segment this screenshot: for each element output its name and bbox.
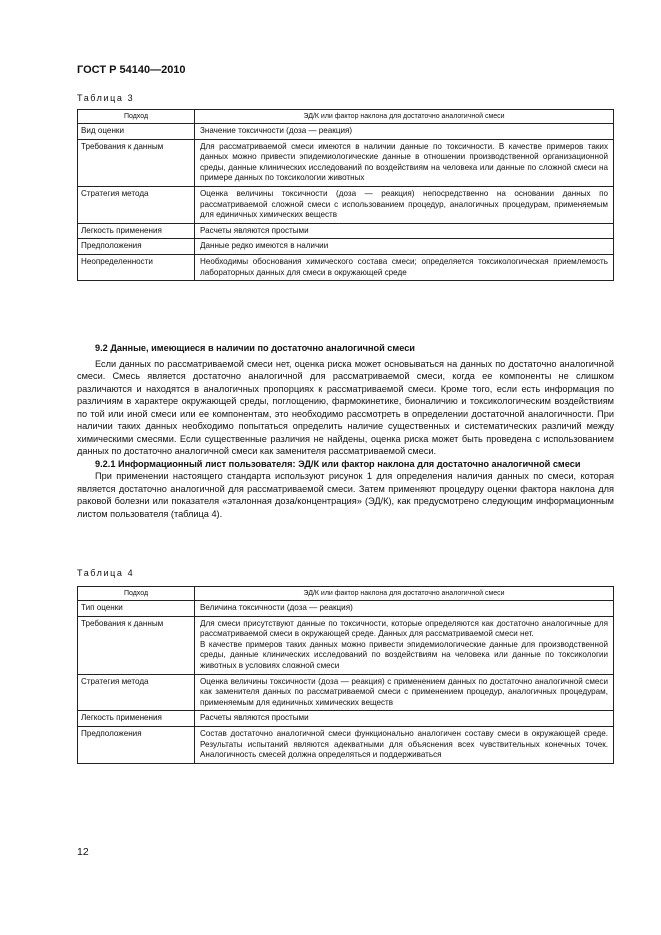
table3-col2-header: ЭД/К или фактор наклона для достаточно аналогичной смеси	[195, 110, 614, 124]
table4-col2-header: ЭД/К или фактор наклона для достаточно аналогичной смеси	[195, 587, 614, 601]
row-text: Оценка величины токсичности (доза — реакция) с применением данных по достаточно аналогичной смеси как заменителя данных по рассматриваемой смеси с применением процедур, аналогичных процедурам, применяемым для единичных химических веществ	[195, 674, 614, 711]
subsection-paragraph: При применении настоящего стандарта используют рисунок 1 для определения наличия данных по смеси, которая является достаточно аналогичной для рассматриваемой смеси. Затем применяют процедуру оценки фактора наклона для раковой болезни или показателя «эталонная доза/концентрация» (ЭД/К), как предусмотрено следующим информационным листом пользователя (таблица 4).	[77, 471, 614, 519]
row-label: Неопределенности	[78, 254, 195, 280]
row-label: Легкость применения	[78, 711, 195, 727]
row-text: Необходимы обоснования химического состава смеси; определяется токсикологическая приемлемость лабораторных данных для смеси в окружающей среде	[195, 254, 614, 280]
row-text: Для рассматриваемой смеси имеются в наличии данные по токсичности. В качестве примеров таких данных можно привести эпидемиологические данные в отношении производственной организационной среды, данные клинических исследований по воздействиям на человека или данные по сложной смеси на примере данных по токсикологии животных	[195, 139, 614, 186]
row-label: Требования к данным	[78, 139, 195, 186]
table4	[77, 586, 614, 764]
row-label: Требования к данным	[78, 616, 195, 674]
row-text: Значение токсичности (доза — реакция)	[195, 124, 614, 140]
table-row	[78, 139, 614, 186]
table3-col1-header: Подход	[78, 110, 195, 124]
table-row	[78, 124, 614, 140]
table-row	[78, 186, 614, 223]
row-label: Стратегия метода	[78, 674, 195, 711]
table-row	[78, 616, 614, 674]
row-label: Легкость применения	[78, 223, 195, 239]
row-text-continued: В качестве примеров таких данных можно привести эпидемиологические данные для производственной среды, данные клинических исследований по воздействиям на человека или данные по токсикологии животных в условиях сложной смеси	[200, 639, 608, 670]
table-row	[78, 239, 614, 255]
section-9-2	[77, 342, 614, 520]
row-label: Предположения	[78, 726, 195, 763]
row-text: Расчеты являются простыми	[195, 223, 614, 239]
table3	[77, 109, 614, 281]
row-text: Оценка величины токсичности (доза — реакция) непосредственно на основании данных по рассматриваемой сложной смеси с использованием процедур, аналогичных процедурам, применяемым для единичных химических веществ	[195, 186, 614, 223]
table-row	[78, 223, 614, 239]
table-row	[78, 711, 614, 727]
row-label: Предположения	[78, 239, 195, 255]
row-text: Состав достаточно аналогичной смеси функционально аналогичен составу смеси в окружающей среде. Результаты испытаний являются адекватными для объяснения всех чувствительных конечных точек. Аналогичность смесей должна определяться и поддерживаться	[195, 726, 614, 763]
table-row	[78, 601, 614, 617]
row-label: Вид оценки	[78, 124, 195, 140]
page-number: 12	[77, 846, 89, 858]
row-text-block	[195, 616, 614, 674]
row-text: Расчеты являются простыми	[195, 711, 614, 727]
standard-header: ГОСТ Р 54140—2010	[77, 64, 186, 76]
table4-col1-header: Подход	[78, 587, 195, 601]
table3-caption: Таблица 3	[77, 93, 135, 103]
row-text: Данные редко имеются в наличии	[195, 239, 614, 255]
row-text: Для смеси присутствуют данные по токсичности, которые определяются как достаточно аналогичные для рассматриваемой смеси в окружающей среде. Данных для рассматриваемой смеси нет.	[200, 618, 608, 639]
section-heading: 9.2 Данные, имеющиеся в наличии по достаточно аналогичной смеси	[95, 343, 415, 353]
table-row	[78, 254, 614, 280]
row-label: Тип оценки	[78, 601, 195, 617]
row-label: Стратегия метода	[78, 186, 195, 223]
table-row	[78, 726, 614, 763]
table4-caption: Таблица 4	[77, 568, 135, 578]
table-row	[78, 674, 614, 711]
row-text: Величина токсичности (доза — реакция)	[195, 601, 614, 617]
section-paragraph: Если данных по рассматриваемой смеси нет, оценка риска может основываться на данных по достаточно аналогичной смеси. Смесь является достаточно аналогичной для рассматриваемой смеси, когда ее компоненты не слишком различаются и находятся в аналогичных пропорциях к рассматриваемой смеси. Кроме того, если есть информация по различиям в характере окружающей среды, поглощению, фармокинетике, бионаличию и токсикологическим воздействиям по той или иной смеси или ее компонентам, это необходимо рассмотреть в определении достаточной аналогичности. При наличии таких данных необходимо попытаться определить наличие существенных и систематических различий между химическими смесями. Если существенные различия не найдены, оценка риска может быть проведена с использованием данных по достаточно аналогичной смеси как заменителя рассматриваемой смеси.	[77, 358, 614, 456]
subsection-heading: 9.2.1 Информационный лист пользователя: ЭД/К или фактор наклона для достаточно аналогичной смеси	[95, 458, 581, 469]
